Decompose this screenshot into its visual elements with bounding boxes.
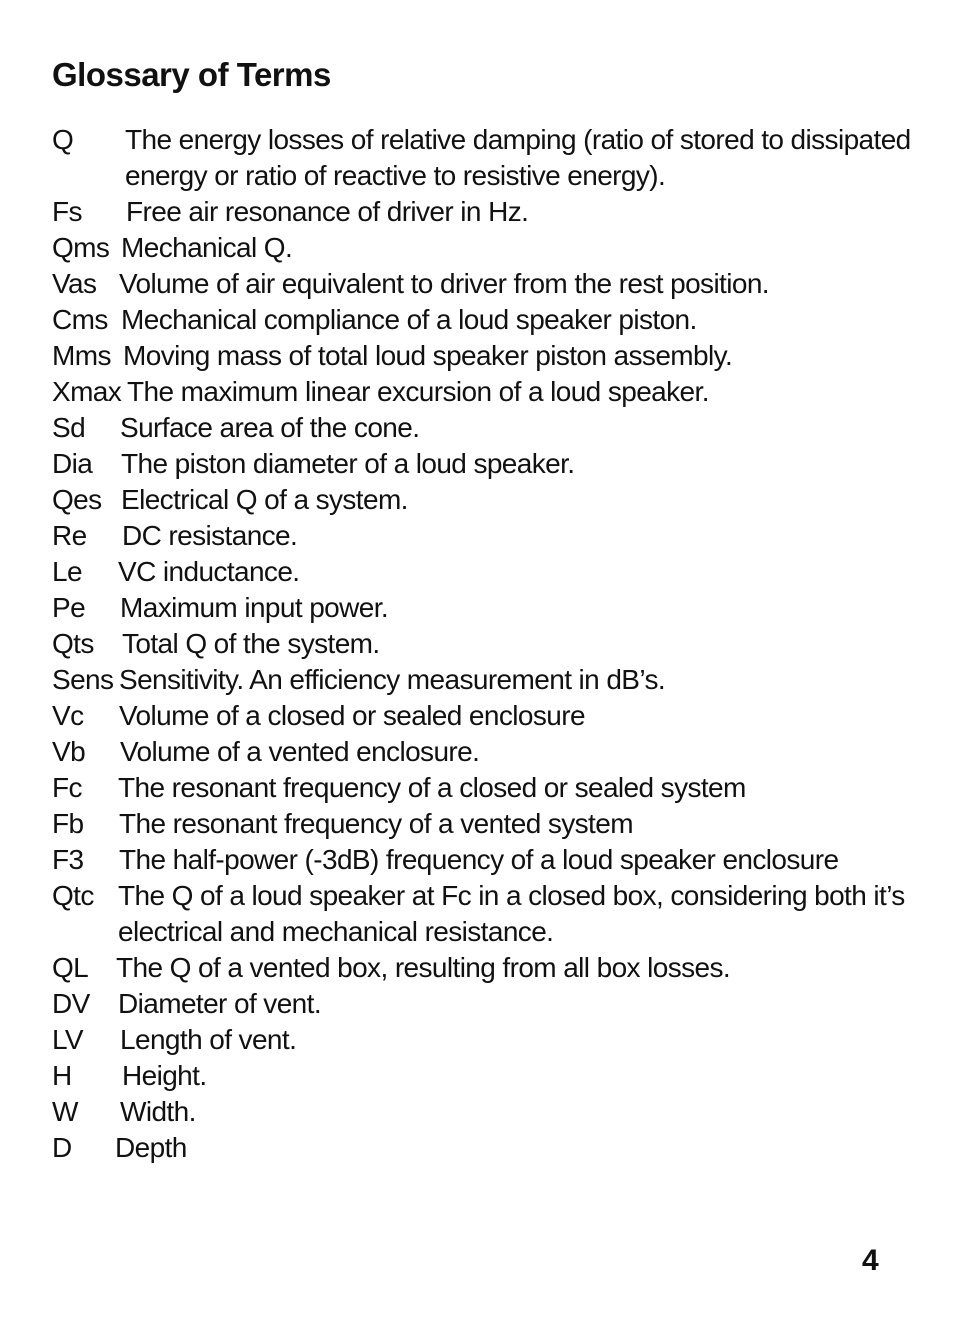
glossary-definition: The half-power (-3dB) frequency of a loud speaker enclosure xyxy=(119,844,839,875)
glossary-definition: Mechanical Q. xyxy=(121,232,293,263)
glossary-term: D xyxy=(52,1132,72,1163)
glossary-entry xyxy=(52,770,922,806)
glossary-entry xyxy=(52,482,922,518)
glossary-definition: The resonant frequency of a vented system xyxy=(119,808,633,839)
glossary-definition: The maximum linear excursion of a loud speaker. xyxy=(127,376,709,407)
glossary-term: QL xyxy=(52,952,89,983)
glossary-entry xyxy=(52,230,922,266)
glossary-term: Qms xyxy=(52,232,110,263)
glossary-entry xyxy=(52,1022,922,1058)
glossary-definition: Depth xyxy=(115,1132,187,1163)
glossary-term: Sens xyxy=(52,664,114,695)
glossary-term: Qes xyxy=(52,484,102,515)
glossary-term: Xmax xyxy=(52,376,122,407)
glossary-term: Q xyxy=(52,124,74,155)
glossary-definition: The piston diameter of a loud speaker. xyxy=(121,448,575,479)
glossary-term: Fb xyxy=(52,808,84,839)
glossary-definition: Length of vent. xyxy=(120,1024,297,1055)
glossary-definition: Height. xyxy=(122,1060,207,1091)
glossary-entry xyxy=(52,374,922,410)
glossary-term: H xyxy=(52,1060,72,1091)
glossary-definition: Maximum input power. xyxy=(120,592,389,623)
glossary-entry xyxy=(52,446,922,482)
glossary-term: Dia xyxy=(52,448,93,479)
glossary-term: Re xyxy=(52,520,87,551)
glossary-definition: Moving mass of total loud speaker piston assembly. xyxy=(123,340,733,371)
glossary-term: Vas xyxy=(52,268,97,299)
glossary-entry xyxy=(52,806,922,842)
glossary-term: Fc xyxy=(52,772,82,803)
glossary-term: W xyxy=(52,1096,78,1127)
page-number: 4 xyxy=(862,1244,879,1277)
glossary-term: Qtc xyxy=(52,880,94,911)
glossary-definition: The Q of a loud speaker at Fc in a closed box, considering both it’s electrical and mechanical resistance. xyxy=(118,880,905,947)
glossary-entry xyxy=(52,554,922,590)
glossary-definition: The Q of a vented box, resulting from all box losses. xyxy=(116,952,731,983)
glossary-entry xyxy=(52,1130,922,1166)
glossary-entry xyxy=(52,590,922,626)
glossary-entry xyxy=(52,734,922,770)
glossary-definition: Volume of air equivalent to driver from the rest position. xyxy=(119,268,769,299)
glossary-entry xyxy=(52,410,922,446)
glossary-definition: Volume of a vented enclosure. xyxy=(120,736,480,767)
glossary-term: Mms xyxy=(52,340,111,371)
glossary-entry xyxy=(52,1094,922,1130)
glossary-entry xyxy=(52,626,922,662)
glossary-definition: Electrical Q of a system. xyxy=(121,484,408,515)
glossary-entry xyxy=(52,266,922,302)
glossary-definition: Sensitivity. An efficiency measurement in dB’s. xyxy=(119,664,666,695)
glossary-definition: Surface area of the cone. xyxy=(120,412,420,443)
glossary-definition: VC inductance. xyxy=(118,556,300,587)
glossary-entry xyxy=(52,950,922,986)
glossary-entry xyxy=(52,698,922,734)
glossary-term: Pe xyxy=(52,592,86,623)
glossary-entry xyxy=(52,338,922,374)
glossary-definition: The energy losses of relative damping (ratio of stored to dissipated energy or ratio of reactive to resistive energy). xyxy=(125,124,911,191)
glossary-definition: The resonant frequency of a closed or sealed system xyxy=(118,772,746,803)
glossary-entry xyxy=(52,122,922,194)
glossary-list xyxy=(52,122,922,1166)
glossary-entry xyxy=(52,986,922,1022)
glossary-term: Vb xyxy=(52,736,86,767)
glossary-definition: Width. xyxy=(120,1096,196,1127)
glossary-term: Cms xyxy=(52,304,108,335)
glossary-definition: Total Q of the system. xyxy=(122,628,380,659)
glossary-definition: Mechanical compliance of a loud speaker piston. xyxy=(121,304,697,335)
glossary-definition: Volume of a closed or sealed enclosure xyxy=(119,700,585,731)
glossary-definition: Diameter of vent. xyxy=(118,988,321,1019)
page-title: Glossary of Terms xyxy=(52,56,331,93)
glossary-term: F3 xyxy=(52,844,84,875)
glossary-definition: DC resistance. xyxy=(122,520,298,551)
glossary-term: Qts xyxy=(52,628,94,659)
glossary-term: DV xyxy=(52,988,90,1019)
glossary-entry xyxy=(52,1058,922,1094)
glossary-entry xyxy=(52,518,922,554)
glossary-entry xyxy=(52,662,922,698)
glossary-term: LV xyxy=(52,1024,83,1055)
glossary-entry xyxy=(52,878,922,950)
glossary-term: Le xyxy=(52,556,82,587)
glossary-term: Sd xyxy=(52,412,86,443)
glossary-entry xyxy=(52,194,922,230)
glossary-term: Fs xyxy=(52,196,82,227)
glossary-term: Vc xyxy=(52,700,84,731)
glossary-entry xyxy=(52,842,922,878)
glossary-definition: Free air resonance of driver in Hz. xyxy=(126,196,529,227)
glossary-entry xyxy=(52,302,922,338)
